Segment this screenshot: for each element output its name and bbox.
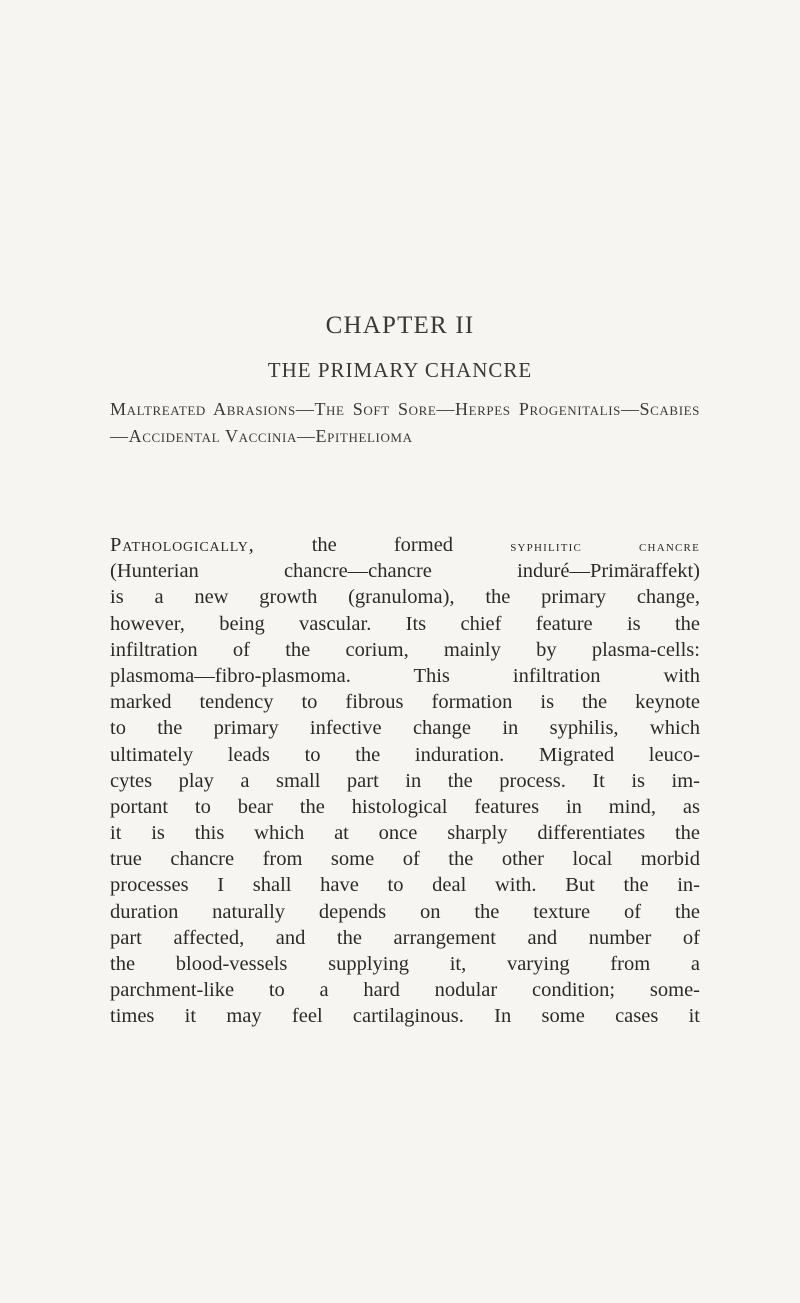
paragraph-line: times it may feel cartilaginous. In some cases it: [110, 1005, 700, 1028]
paragraph-line: duration naturally depends on the texture of the: [110, 900, 700, 923]
paragraph-line: true chancre from some of the other local morbid: [110, 848, 700, 871]
paragraph-line: ultimately leads to the induration. Migrated leuco-: [110, 743, 700, 766]
chapter-title: THE PRIMARY CHANCRE: [267, 358, 533, 382]
emphasis-term: syphilitic chancre: [510, 539, 700, 555]
paragraph-line: portant to bear the histological features in mind, as: [110, 795, 700, 818]
paragraph-line: plasmoma—fibro-plasmoma. This infiltration with: [110, 664, 700, 687]
paragraph-first-line: [110, 532, 700, 558]
paragraph-line: to the primary infective change in syphilis, which: [110, 717, 700, 740]
lead-rest: the formed: [254, 534, 511, 556]
paragraph-line: cytes play a small part in the process. It is im-: [110, 769, 700, 792]
chapter-heading: CHAPTER II: [325, 312, 475, 339]
body-paragraph: [110, 532, 700, 1030]
paragraph-line: infiltration of the corium, mainly by plasma-cells:: [110, 638, 700, 661]
lead-word: Pathologically,: [110, 534, 255, 556]
paragraph-line: (Hunterian chancre—chancre induré—Primäraffekt): [110, 560, 700, 583]
paragraph-line: it is this which at once sharply differentiates the: [110, 822, 700, 845]
paragraph-line: part affected, and the arrangement and number of: [110, 926, 700, 949]
paragraph-line: the blood-vessels supplying it, varying from a: [110, 953, 700, 975]
chapter-synopsis: Maltreated Abrasions—The Soft Sore—Herpes Progenitalis—Scabies—Accidental Vaccinia—Epithelioma: [110, 399, 700, 446]
paragraph-line: parchment-like to a hard nodular condition; some-: [110, 979, 700, 1002]
paragraph-line: however, being vascular. Its chief feature is the: [110, 612, 700, 635]
paragraph-line: is a new growth (granuloma), the primary change,: [110, 586, 700, 609]
paragraph-line: marked tendency to fibrous formation is the keynote: [110, 691, 700, 714]
paragraph-line: processes I shall have to deal with. But the in-: [110, 874, 700, 897]
